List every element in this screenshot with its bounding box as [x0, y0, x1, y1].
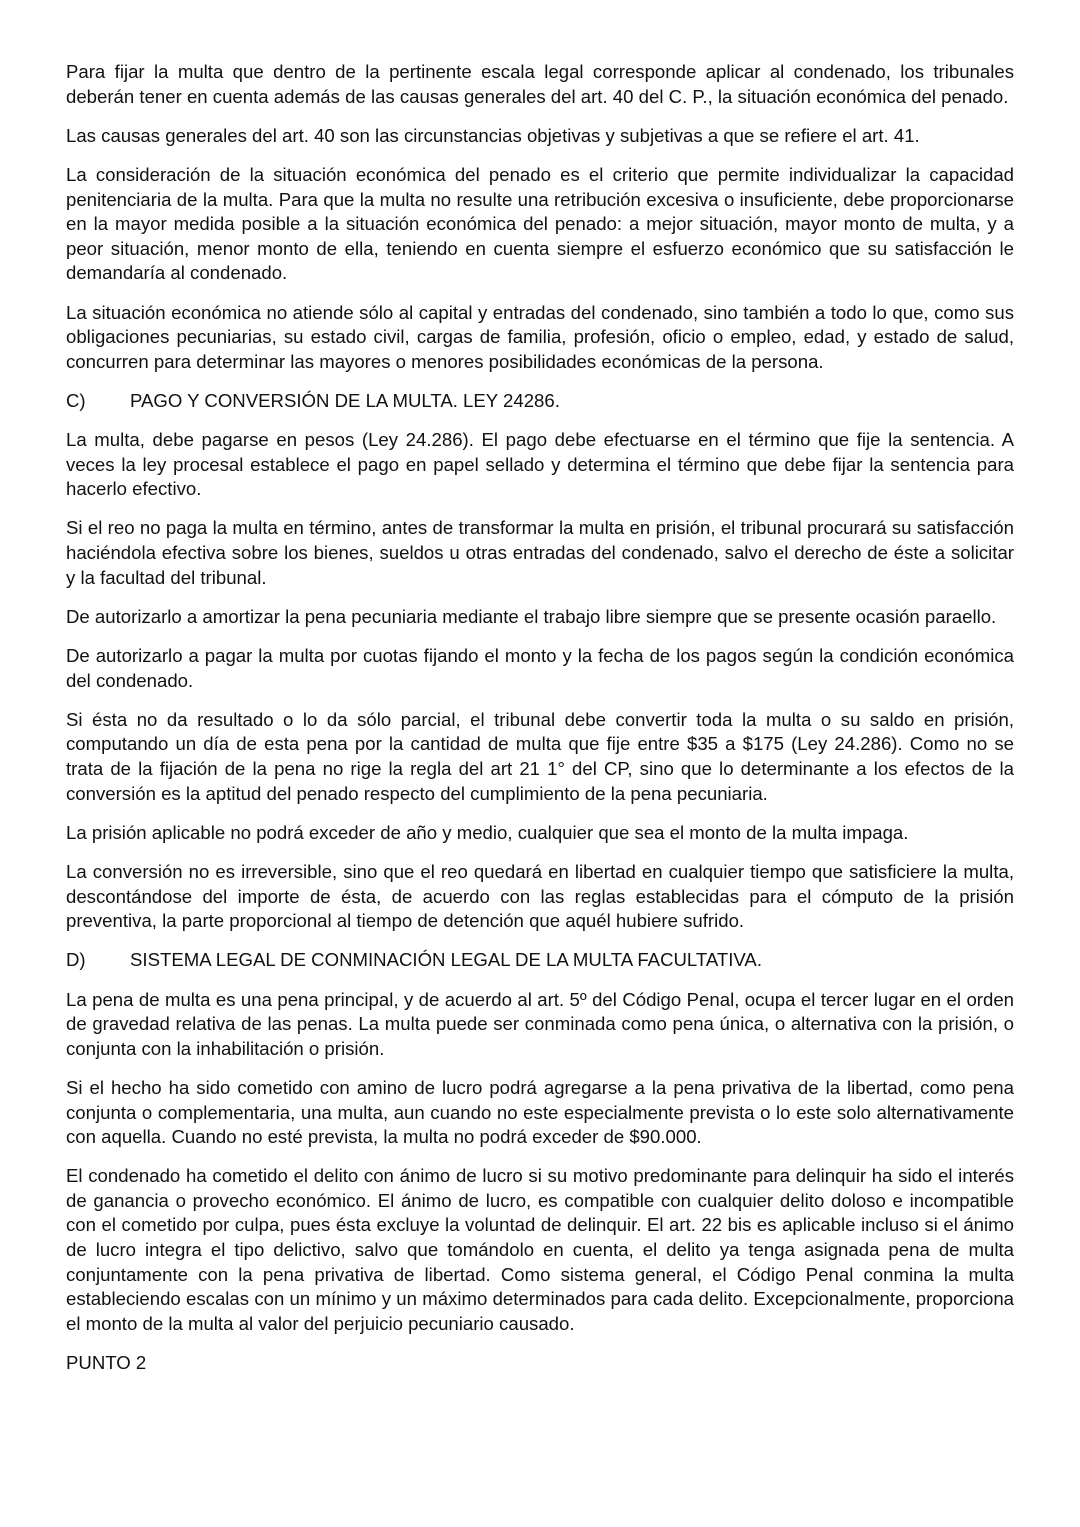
- section-letter: D): [66, 949, 86, 971]
- paragraph: La multa, debe pagarse en pesos (Ley 24.286). El pago debe efectuarse en el término que fije la sentencia. A veces la ley procesal establece el pago en papel sellado y determina el término que debe fijar la sentencia para hacerlo efectivo.: [66, 429, 1014, 500]
- paragraph: El condenado ha cometido el delito con ánimo de lucro si su motivo predominante para delinquir ha sido el interés de ganancia o provecho económico. El ánimo de lucro, es compatible con cualquier delito doloso e incompatible con el cometido por culpa, pues ésta excluye la voluntad de delinquir. El art. 22 bis es aplicable incluso si el ánimo de lucro integra el tipo delictivo, salvo que tomándolo en cuenta, el delito ya tenga asignada pena de multa conjuntamente con la pena privativa de libertad. Como sistema general, el Código Penal conmina la multa estableciendo escalas con un mínimo y un máximo determinados para cada delito. Excepcionalmente, proporciona el monto de la multa al valor del perjuicio pecuniario causado.: [66, 1165, 1014, 1334]
- paragraph: La pena de multa es una pena principal, y de acuerdo al art. 5º del Código Penal, ocupa el tercer lugar en el orden de gravedad relativa de las penas. La multa puede ser conminada como pena única, o alternativa con la prisión, o conjunta con la inhabilitación o prisión.: [66, 988, 1014, 1059]
- section-letter: C): [66, 389, 86, 411]
- section-title: SISTEMA LEGAL DE CONMINACIÓN LEGAL DE LA MULTA FACULTATIVA.: [130, 949, 762, 971]
- section-title: PAGO Y CONVERSIÓN DE LA MULTA. LEY 24286.: [130, 389, 560, 411]
- paragraph: Si el hecho ha sido cometido con amino de lucro podrá agregarse a la pena privativa de la libertad, como pena conjunta o complementaria, una multa, aun cuando no este especialmente prevista o lo este solo alternativamente con aquella. Cuando no esté prevista, la multa no podrá exceder de $90.000.: [66, 1076, 1014, 1148]
- paragraph: Para fijar la multa que dentro de la pertinente escala legal corresponde aplicar al condenado, los tribunales deberán tener en cuenta además de las causas generales del art. 40 del C. P., la situación económica del penado.: [66, 61, 1014, 107]
- paragraph: Si el reo no paga la multa en término, antes de transformar la multa en prisión, el tribunal procurará su satisfacción haciéndola efectiva sobre los bienes, sueldos u otras entradas del condenado, salvo el derecho de éste a solicitar y la facultad del tribunal.: [66, 517, 1014, 588]
- paragraph: La prisión aplicable no podrá exceder de año y medio, cualquier que sea el monto de la multa impaga.: [66, 821, 909, 843]
- paragraph: La consideración de la situación económica del penado es el criterio que permite individualizar la capacidad penitenciaria de la multa. Para que la multa no resulte una retribución excesiva o insuficiente, debe proporcionarse en la mayor medida posible a la situación económica del penado: a mejor situación, mayor monto de multa, y a peor situación, menor monto de ella, teniendo en cuenta siempre el esfuerzo económico que su satisfacción le demandaría al condenado.: [66, 163, 1014, 284]
- paragraph: De autorizarlo a pagar la multa por cuotas fijando el monto y la fecha de los pagos según la condición económica del condenado.: [66, 645, 1014, 691]
- section-label: PUNTO 2: [66, 1352, 147, 1374]
- section-heading-c: [66, 389, 1014, 414]
- paragraph: La situación económica no atiende sólo al capital y entradas del condenado, sino también a todo lo que, como sus obligaciones pecuniarias, su estado civil, cargas de familia, profesión, oficio o empleo, edad, y estado de salud, concurren para determinar las mayores o menores posibilidades económicas de la persona.: [66, 301, 1014, 372]
- paragraph: Las causas generales del art. 40 son las circunstancias objetivas y subjetivas a que se refiere el art. 41.: [66, 124, 920, 146]
- section-heading-d: [66, 948, 1014, 973]
- paragraph: La conversión no es irreversible, sino que el reo quedará en libertad en cualquier tiempo que satisficiere la multa, descontándose del importe de ésta, de acuerdo con las reglas establecidas para el cómputo de la prisión preventiva, la parte proporcional al tiempo de detención que aquél hubiere sufrido.: [66, 860, 1014, 932]
- paragraph: Si ésta no da resultado o lo da sólo parcial, el tribunal debe convertir toda la multa o su saldo en prisión, computando un día de esta pena por la cantidad de multa que fije entre $35 a $175 (Ley 24.286). Como no se trata de la fijación de la pena no rige la regla del art 21 1° del CP, sino que lo determinante a los efectos de la conversión es la aptitud del penado respecto del cumplimiento de la pena pecuniaria.: [66, 708, 1014, 804]
- paragraph: De autorizarlo a amortizar la pena pecuniaria mediante el trabajo libre siempre que se presente ocasión paraello.: [66, 605, 997, 627]
